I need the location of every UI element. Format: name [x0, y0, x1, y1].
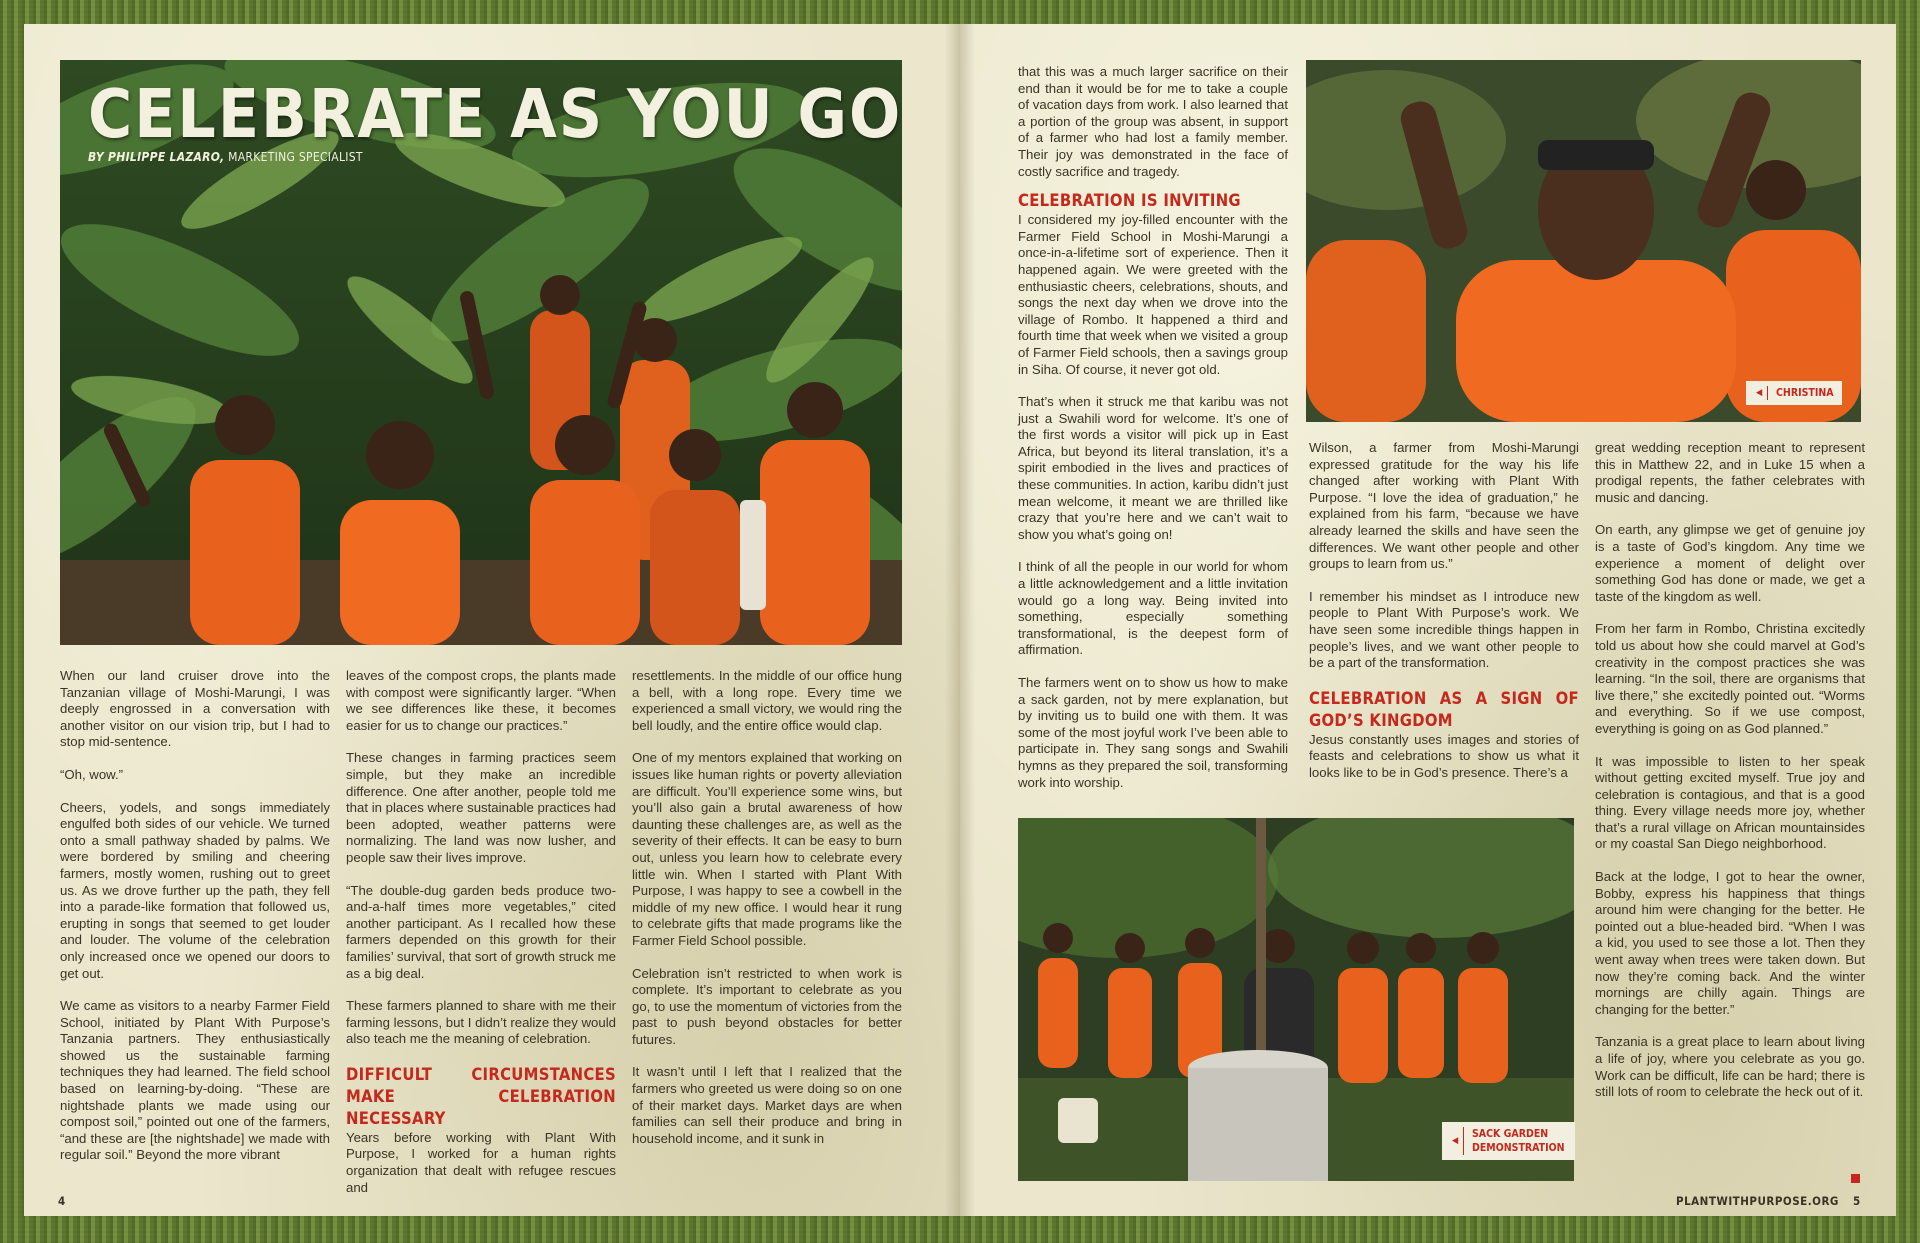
- byline-author: BY PHILIPPE LAZARO,: [88, 150, 225, 164]
- paragraph: Cheers, yodels, and songs immediately engulfed both sides of our vehicle. We turned onto a small pathway shaded by palms. We were bordered by smiling and cheering farmers, mostly women, rushing out to greet us. As we drove further up the path, they fell into a parade-like formation that followed us, erupting in songs that seemed to get louder and louder. The volume of the celebration only increased once we opened our doors to get out.: [60, 799, 330, 981]
- left-column-1: [60, 668, 330, 1180]
- byline-role: MARKETING SPECIALIST: [224, 150, 363, 164]
- paragraph: I think of all the people in our world for whom a little acknowledgement and a little invitation would go a long way. Being invited into something, especially something transformational, is the deepest form of affirmation.: [1018, 559, 1288, 658]
- christina-photo-illustration: [1306, 60, 1861, 422]
- caption-christina: [1746, 381, 1842, 405]
- paragraph: One of my mentors explained that working on issues like human rights or poverty alleviation are difficult. You’ll experience some wins, but you’ll also gain a brutal awareness of how daunting these challenges are, as well as the severity of their effects. It can be easy to burn out, unless you learn how to celebrate every little win. When I started with Plant With Purpose, I was happy to see a cowbell in the middle of my new office. I would hear it rung to celebrate gifts that made programs like the Farmer Field School possible.: [632, 750, 902, 948]
- caption-christina-text: CHRISTINA: [1776, 387, 1834, 399]
- caption-arrow-icon: ◀: [1452, 1136, 1459, 1146]
- paragraph: that this was a much larger sacrifice on their end than it would be for me to take a couple of vacation days from work. I also learned that a portion of the group was absent, in support of a farmer who had lost a family member. Their joy was demonstrated in the face of costly sacrifice and tragedy.: [1018, 64, 1288, 179]
- left-column-2: [346, 668, 616, 1212]
- paragraph: “The double-dug garden beds produce two-and-a-half times more vegetables,” cited another participant. As I recalled how these farmers depended on this growth for their families’ survival, that sort of growth struck me as a big deal.: [346, 882, 616, 981]
- paragraph: We came as visitors to a nearby Farmer Field School, initiated by Plant With Purpose’s Tanzania partners. They enthusiastically showed us the sustainable farming techniques they had learned. The field school based on learning-by-doing. “These are nightshade plants we made using our compost soil,” pointed out one of the farmers, “and these are [the nightshade] we made with regular soil.” Beyond the more vibrant: [60, 998, 330, 1163]
- paragraph: It was impossible to listen to her speak without getting excited myself. True joy and celebration is contagious, and that is a good thing. Every village needs more joy, whether that’s a rural village on African mountainsides or my coastal San Diego neighborhood.: [1595, 753, 1865, 852]
- paragraph: These farmers planned to share with me their farming lessons, but I didn’t realize they would also teach me the meaning of celebration.: [346, 998, 616, 1047]
- footer-website: PLANTWITHPURPOSE.ORG: [1676, 1194, 1839, 1208]
- paragraph: Wilson, a farmer from Moshi-Marungi expressed gratitude for the way his life changed after working with Plant With Purpose. “I love the idea of graduation,” he explained from his farm, “because we have already learned the skills and have seen the differences. We want other people and other groups to learn from us.”: [1309, 440, 1579, 572]
- caption-divider: [1463, 1127, 1464, 1155]
- caption-sack-garden: [1442, 1122, 1575, 1160]
- page-number-left: 4: [58, 1194, 66, 1208]
- section-heading-celebration-inviting: CELEBRATION IS INVITING: [1018, 191, 1241, 211]
- paragraph: When our land cruiser drove into the Tanzanian village of Moshi-Marungi, I was deeply engrossed in a conversation with another visitor on our vision trip, but I had to stop mid-sentence.: [60, 668, 330, 750]
- paragraph: great wedding reception meant to represent this in Matthew 22, and in Luke 15 when a prodigal repents, the father celebrates with music and dancing.: [1595, 440, 1865, 505]
- paragraph: On earth, any glimpse we get of genuine joy is a taste of God’s kingdom. Any time we experience a moment of delight over something God has done or made, we get a taste of the kingdom as well.: [1595, 522, 1865, 604]
- caption-arrow-icon: ◀: [1756, 388, 1763, 398]
- paragraph: I remember his mindset as I introduce new people to Plant With Purpose’s work. We have seen some incredible things happen in people’s lives, and we want other people to be a part of the transformation.: [1309, 588, 1579, 671]
- right-column-2: [1309, 440, 1579, 798]
- right-column-1-top: [1018, 64, 1288, 807]
- paragraph: The farmers went on to show us how to make a sack garden, not by mere explanation, but by inviting us to build one with them. It was some of the most joyful work I’ve been able to participate in. They sang songs and Swahili hymns as they prepared the soil, transforming work into worship.: [1018, 675, 1288, 790]
- paragraph: resettlements. In the middle of our office hung a bell, with a long rope. Every time we experienced a small victory, we would ring the bell loudly, and the entire office would clap.: [632, 668, 902, 733]
- paragraph: From her farm in Rombo, Christina excitedly told us about how she could marvel at God’s creativity in the compost practices she was learning. “In the soil, there are organisms that live there,” she excitedly pointed out. “Worms and everything. So if we use compost, everything is going on as God planned.”: [1595, 621, 1865, 736]
- paragraph: “Oh, wow.”: [60, 766, 124, 782]
- paragraph: leaves of the compost crops, the plants made with compost were significantly larger. “When we see differences like these, it becomes easier for us to change our practices.”: [346, 668, 616, 733]
- article-end-mark: [1851, 1174, 1860, 1183]
- paragraph: It wasn’t until I left that I realized that the farmers who greeted us were doing so on one of their market days. Market days are when families can sell their produce and bring in household income, and it sunk in: [632, 1064, 902, 1146]
- paragraph: Years before working with Plant With Purpose, I worked for a human rights organization that dealt with refugee rescues and: [346, 1129, 616, 1195]
- christina-photo: [1306, 60, 1861, 422]
- left-column-3: [632, 668, 902, 1163]
- paragraph: That’s when it struck me that karibu was not just a Swahili word for welcome. It’s one of the first words a visitor will pick up in East Africa, but beyond its literal translation, it’s a spirit embodied in the lives and practices of these communities. In action, karibu didn’t just mean welcome, it meant we are thrilled like crazy that you’re here and we can’t wait to show you what’s going on!: [1018, 394, 1288, 542]
- paragraph: These changes in farming practices seem simple, but they make an incredible difference. One after another, people told me that in places where sustainable practices had been adopted, weather patterns were normalizing. The land was now lusher, and people saw their lives improve.: [346, 750, 616, 865]
- paragraph: I considered my joy-filled encounter with the Farmer Field School in Moshi-Marungi a once-in-a-lifetime sort of experience. Then it happened again. We were greeted with the enthusiastic cheers, celebrations, shouts, and songs the next day when we drove into the village of Rombo. It happened a third and fourth time that week when we visited a group of Farmer Field schools, then a savings group in Siha. Of course, it never got old.: [1018, 212, 1288, 377]
- paragraph: Celebration isn’t restricted to when work is complete. It’s important to celebrate as you go, to use the momentum of victories from the past to push beyond obstacles for better futures.: [632, 965, 902, 1047]
- paragraph: Tanzania is a great place to learn about living a life of joy, where you celebrate as you go. Work can be difficult, life can be hard; there is still lots of room to celebrate the heck out of it.: [1595, 1034, 1865, 1100]
- right-column-3: [1595, 440, 1865, 1117]
- article-title: CELEBRATE AS YOU GO: [88, 75, 903, 153]
- article-byline: [88, 150, 363, 164]
- caption-divider: [1767, 386, 1768, 400]
- page-number-right: 5: [1853, 1194, 1861, 1208]
- caption-sack-line-1: SACK GARDEN: [1472, 1128, 1549, 1140]
- section-heading-gods-kingdom: CELEBRATION AS A SIGN OF GOD’S KINGDOM: [1309, 688, 1579, 730]
- page-gutter: [945, 24, 975, 1216]
- section-heading-difficult-circumstances: DIFFICULT CIRCUMSTANCES MAKE CELEBRATION NECESSARY: [346, 1064, 616, 1128]
- paragraph: Back at the lodge, I got to hear the owner, Bobby, express his happiness that things around him were changing for the better. He pointed out a blue-headed bird. “When I was a kid, you used to see those a lot. Then they went away when trees were taken down. But now they’re coming back. And the winter mornings are chilly again. Things are changing for the better.”: [1595, 869, 1865, 1017]
- caption-sack-line-2: DEMONSTRATION: [1472, 1142, 1565, 1154]
- paragraph: Jesus constantly uses images and stories of feasts and celebrations to show us what it looks like to be in God’s presence. There’s a: [1309, 731, 1579, 780]
